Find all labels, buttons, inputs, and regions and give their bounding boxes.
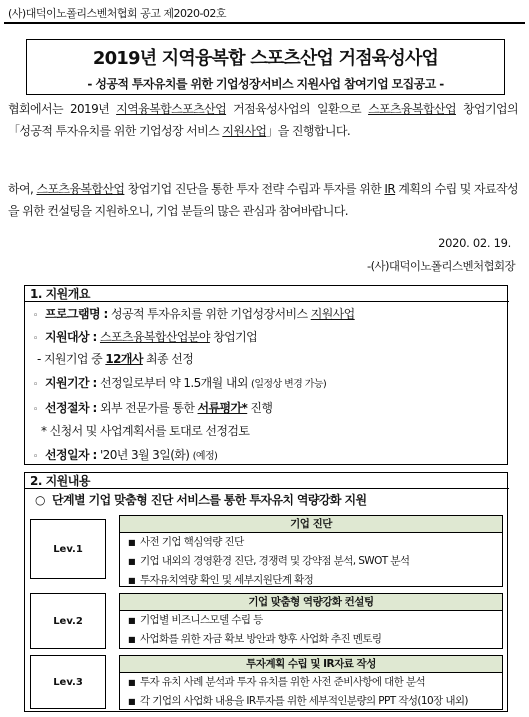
target-row: ◦ 지원대상 : 스포츠융복합산업분야 창업기업	[33, 330, 258, 344]
process-row: ◦ 선정절차 : 외부 전문가를 통한 서류평가* 진행	[33, 401, 273, 415]
level-label: Lev.1	[30, 519, 106, 579]
square-bullet-icon: ■	[128, 576, 135, 585]
announce-date: 2020. 02. 19.	[438, 236, 511, 250]
list-item: ■ 기업별 비즈니스모델 수립 등	[120, 611, 502, 630]
circle-icon: ◦	[33, 380, 38, 390]
section-heading: 1. 지원개요	[25, 286, 509, 302]
header-rule	[4, 22, 525, 24]
level-title: 투자계획 수립 및 IR자료 작성	[120, 656, 502, 673]
intro-paragraph-2: 하여, 스포츠융복합산업 창업기업 진단을 통한 투자 전략 수립과 투자를 위한 IR 계획의 수립 및 자료작성을 위한 컨설팅을 지원하오니, 기업 분들의 많은 관심과 참여바랍니다.	[8, 182, 519, 218]
level-box	[119, 655, 503, 710]
list-item: ■ 각 기업의 사업화 내용을 IR투자를 위한 세부적인분량의 PPT 작성(10장 내외)	[120, 692, 502, 711]
process-note: * 신청서 및 사업계획서를 토대로 선정검토	[41, 424, 250, 438]
selection-date-row: ◦ 선정일자 : '20년 3월 3일(화) (예정)	[33, 448, 218, 462]
section-support	[24, 472, 508, 712]
list-item: ■ 투자유치역량 확인 및 세부지원단계 확정	[120, 571, 502, 590]
level-label: Lev.2	[30, 593, 106, 649]
period-row: ◦ 지원기간 : 선정일로부터 약 1.5개월 내외 (일정상 변경 가능)	[33, 376, 327, 390]
circle-icon: ◦	[33, 334, 38, 344]
square-bullet-icon: ■	[128, 616, 135, 625]
signer: -(사)대덕이노폴리스벤처협회장	[367, 259, 515, 273]
list-item: ■ 투자 유치 사례 분석과 투자 유치를 위한 사전 준비사항에 대한 분석	[120, 673, 502, 692]
circle-icon: ◦	[33, 311, 38, 321]
title-box	[26, 39, 505, 95]
circle-icon: ◦	[33, 405, 38, 415]
circle-icon: ○	[35, 493, 45, 507]
level-box	[119, 515, 503, 587]
notice-number: (사)대덕이노폴리스벤처협회 공고 제2020-02호	[8, 7, 227, 20]
intro-paragraph-1: 협회에서는 2019년 지역융복합스포츠산업 거점육성사업의 일환으로 스포츠융복합산업 창업기업의 「성공적 투자유치를 위한 기업성장 서비스 지원사업」을 진행합니다.	[8, 102, 518, 138]
list-item: ■ 사전 기업 핵심역량 진단	[120, 533, 502, 552]
section-overview	[24, 285, 508, 465]
square-bullet-icon: ■	[128, 697, 135, 706]
level-box	[119, 593, 503, 649]
page-subtitle: - 성공적 투자유치를 위한 기업성장서비스 지원사업 참여기업 모집공고 -	[87, 77, 444, 91]
square-bullet-icon: ■	[128, 557, 135, 566]
level-title: 기업 진단	[120, 516, 502, 533]
support-intro: ○ 단계별 기업 맞춤형 진단 서비스를 통한 투자유치 역량강화 지원	[35, 493, 367, 507]
program-row: ◦ 프로그램명 : 성공적 투자유치를 위한 기업성장서비스 지원사업	[33, 307, 355, 321]
circle-icon: ◦	[33, 452, 38, 462]
count-row: - 지원기업 중 12개사 최종 선정	[37, 352, 194, 366]
section-heading: 2. 지원내용	[25, 473, 509, 489]
list-item: ■ 기업 내외의 경영환경 진단, 경쟁력 및 강약점 분석, SWOT 분석	[120, 552, 502, 571]
level-label: Lev.3	[30, 655, 106, 709]
level-title: 기업 맞춤형 역량강화 컨설팅	[120, 594, 502, 611]
page-title: 2019년 지역융복합 스포츠산업 거점육성사업	[92, 48, 439, 69]
square-bullet-icon: ■	[128, 538, 135, 547]
square-bullet-icon: ■	[128, 678, 135, 687]
square-bullet-icon: ■	[128, 635, 135, 644]
list-item: ■ 사업화를 위한 자금 확보 방안과 향후 사업화 추진 멘토링	[120, 630, 502, 649]
